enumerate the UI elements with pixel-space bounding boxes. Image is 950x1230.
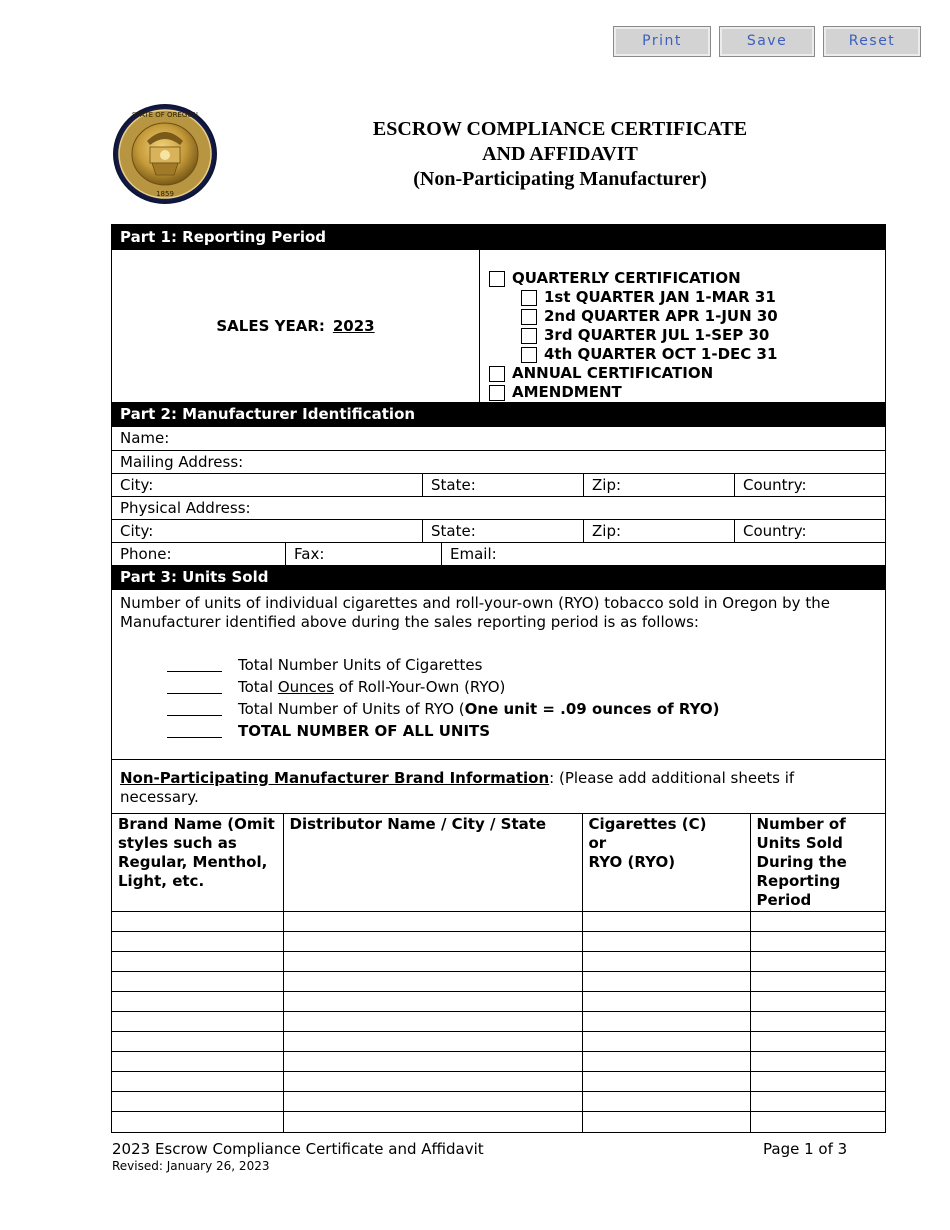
units-sold-cell[interactable]	[750, 1092, 885, 1112]
ryo-units-line	[120, 698, 877, 720]
footer-doc-title: 2023 Escrow Compliance Certificate and Affidavit	[112, 1140, 484, 1158]
ryo-ounces-input[interactable]	[167, 680, 222, 694]
svg-text:1859: 1859	[156, 190, 174, 198]
brand-table-row	[112, 972, 885, 992]
ryo-ounces-label: Total Ounces of Roll-Your-Own (RYO)	[238, 677, 506, 696]
product-type-cell[interactable]	[582, 972, 750, 992]
distributor-cell[interactable]	[283, 1032, 582, 1052]
mailing-city-field[interactable]: City:	[120, 476, 154, 494]
brand-name-header: Brand Name (Omit styles such as Regular, Menthol, Light, etc.	[112, 814, 283, 912]
brand-name-cell[interactable]	[112, 1012, 283, 1032]
brand-name-cell[interactable]	[112, 1032, 283, 1052]
units-intro: Number of units of individual cigarettes and roll-your-own (RYO) tobacco sold in Oregon by the Manufacturer identified above during the sales reporting period is as follows:	[120, 594, 830, 631]
brand-table-row	[112, 912, 885, 932]
brand-table-row	[112, 1032, 885, 1052]
brand-name-cell[interactable]	[112, 952, 283, 972]
distributor-cell[interactable]	[283, 1012, 582, 1032]
q4-label: 4th QUARTER OCT 1-DEC 31	[544, 345, 778, 363]
amendment-checkbox[interactable]	[489, 385, 505, 401]
brand-name-cell[interactable]	[112, 1052, 283, 1072]
product-type-cell[interactable]	[582, 1012, 750, 1032]
physical-address-field[interactable]: Physical Address:	[120, 499, 251, 517]
product-type-cell[interactable]	[582, 992, 750, 1012]
q4-checkbox[interactable]	[521, 347, 537, 363]
option-quarterly	[489, 269, 885, 288]
certification-options	[480, 250, 885, 402]
email-field[interactable]: Email:	[441, 543, 885, 565]
product-type-cell[interactable]	[582, 912, 750, 932]
brand-table-row	[112, 1072, 885, 1092]
brand-table-row	[112, 932, 885, 952]
brand-name-cell[interactable]	[112, 972, 283, 992]
brand-table-row	[112, 1092, 885, 1112]
ryo-ounces-line	[120, 676, 877, 698]
option-q1	[521, 288, 885, 307]
product-type-cell[interactable]	[582, 1092, 750, 1112]
total-units-label: TOTAL NUMBER OF ALL UNITS	[238, 721, 491, 740]
mailing-city-row	[112, 473, 885, 496]
footer-page-number: Page 1 of 3	[763, 1140, 848, 1158]
brand-name-cell[interactable]	[112, 1072, 283, 1092]
footer-revised: Revised: January 26, 2023	[112, 1159, 270, 1173]
physical-address-row	[112, 496, 885, 519]
product-type-cell[interactable]	[582, 952, 750, 972]
distributor-cell[interactable]	[283, 952, 582, 972]
mailing-address-row	[112, 450, 885, 473]
fax-field[interactable]: Fax:	[285, 543, 441, 565]
brand-table-row	[112, 1052, 885, 1072]
q2-checkbox[interactable]	[521, 309, 537, 325]
brand-name-cell[interactable]	[112, 1112, 283, 1132]
units-sold-cell[interactable]	[750, 912, 885, 932]
sales-year-label: SALES YEAR:	[216, 317, 325, 335]
q2-label: 2nd QUARTER APR 1-JUN 30	[544, 307, 778, 325]
physical-city-field[interactable]: City:	[120, 522, 154, 540]
phone-field[interactable]: Phone:	[120, 545, 172, 563]
product-type-cell[interactable]	[582, 1072, 750, 1092]
brand-table-row	[112, 992, 885, 1012]
physical-city-row	[112, 519, 885, 542]
physical-zip-field[interactable]: Zip:	[583, 520, 734, 542]
part2-heading: Part 2: Manufacturer Identification	[112, 402, 885, 427]
total-units-input[interactable]	[167, 724, 222, 738]
product-type-cell[interactable]	[582, 1112, 750, 1132]
name-field[interactable]: Name:	[120, 429, 170, 447]
physical-country-field[interactable]: Country:	[734, 520, 885, 542]
units-sold-cell[interactable]	[750, 1112, 885, 1132]
units-sold-cell[interactable]	[750, 952, 885, 972]
svg-text:STATE OF OREGON: STATE OF OREGON	[131, 111, 199, 119]
reset-button[interactable]: Reset	[823, 26, 921, 57]
cigarette-units-label: Total Number Units of Cigarettes	[238, 655, 483, 674]
q1-checkbox[interactable]	[521, 290, 537, 306]
brand-information-note	[112, 759, 885, 813]
distributor-cell[interactable]	[283, 1052, 582, 1072]
units-sold-cell[interactable]	[750, 1052, 885, 1072]
units-sold-cell[interactable]	[750, 1072, 885, 1092]
units-sold-cell[interactable]	[750, 1012, 885, 1032]
distributor-cell[interactable]	[283, 912, 582, 932]
brand-table-row	[112, 1112, 885, 1132]
part3-heading: Part 3: Units Sold	[112, 565, 885, 590]
contact-row	[112, 542, 885, 565]
q1-label: 1st QUARTER JAN 1-MAR 31	[544, 288, 776, 306]
mailing-country-field[interactable]: Country:	[734, 474, 885, 496]
brand-table	[112, 813, 885, 1132]
option-q2	[521, 307, 885, 326]
q3-label: 3rd QUARTER JUL 1-SEP 30	[544, 326, 770, 344]
option-amendment	[489, 383, 885, 402]
units-sold-cell[interactable]	[750, 972, 885, 992]
brand-info-title: Non-Participating Manufacturer Brand Information	[120, 769, 550, 787]
units-sold-section	[112, 590, 885, 759]
form-title	[310, 117, 810, 192]
mailing-address-field[interactable]: Mailing Address:	[120, 453, 244, 471]
annual-checkbox[interactable]	[489, 366, 505, 382]
print-button[interactable]: Print	[613, 26, 711, 57]
units-list	[120, 654, 877, 742]
total-units-line	[120, 720, 877, 742]
sales-year-value[interactable]: 2023	[332, 317, 375, 335]
brand-name-cell[interactable]	[112, 992, 283, 1012]
option-q4	[521, 345, 885, 364]
certificate-form	[111, 224, 886, 1133]
units-sold-header: Number of Units Sold During the Reporting Period	[750, 814, 885, 912]
distributor-cell[interactable]	[283, 992, 582, 1012]
name-row	[112, 427, 885, 450]
mailing-zip-field[interactable]: Zip:	[583, 474, 734, 496]
title-line-1: ESCROW COMPLIANCE CERTIFICATE	[372, 118, 748, 140]
product-type-header: Cigarettes (C) or RYO (RYO)	[582, 814, 750, 912]
physical-state-field[interactable]: State:	[422, 520, 583, 542]
units-sold-cell[interactable]	[750, 1032, 885, 1052]
quarterly-checkbox[interactable]	[489, 271, 505, 287]
q3-checkbox[interactable]	[521, 328, 537, 344]
cigarette-units-line	[120, 654, 877, 676]
units-sold-cell[interactable]	[750, 992, 885, 1012]
amendment-label: AMENDMENT	[512, 383, 622, 401]
save-button[interactable]: Save	[719, 26, 815, 57]
brand-name-cell[interactable]	[112, 912, 283, 932]
distributor-cell[interactable]	[283, 972, 582, 992]
mailing-state-field[interactable]: State:	[422, 474, 583, 496]
ryo-units-input[interactable]	[167, 702, 222, 716]
reporting-period-section	[112, 250, 885, 402]
product-type-cell[interactable]	[582, 1032, 750, 1052]
brand-name-cell[interactable]	[112, 1092, 283, 1112]
part1-heading: Part 1: Reporting Period	[112, 225, 885, 250]
brand-info-note: : (Please add additional sheets if necessary.	[120, 769, 795, 806]
product-type-cell[interactable]	[582, 1052, 750, 1072]
option-q3	[521, 326, 885, 345]
ryo-units-label: Total Number of Units of RYO (One unit = .09 ounces of RYO)	[238, 699, 720, 718]
distributor-header: Distributor Name / City / State	[283, 814, 582, 912]
brand-table-row	[112, 1012, 885, 1032]
distributor-cell[interactable]	[283, 1092, 582, 1112]
brand-table-row	[112, 952, 885, 972]
annual-label: ANNUAL CERTIFICATION	[512, 364, 714, 382]
product-type-cell[interactable]	[582, 932, 750, 952]
sales-year-cell	[112, 250, 480, 402]
distributor-cell[interactable]	[283, 1112, 582, 1132]
brand-name-cell[interactable]	[112, 932, 283, 952]
distributor-cell[interactable]	[283, 1072, 582, 1092]
quarterly-label: QUARTERLY CERTIFICATION	[512, 269, 741, 287]
option-annual	[489, 364, 885, 383]
cigarette-units-input[interactable]	[167, 658, 222, 672]
oregon-seal-icon	[112, 103, 218, 205]
title-line-2: AND AFFIDAVIT	[482, 143, 638, 165]
title-line-3: (Non-Participating Manufacturer)	[413, 168, 707, 190]
units-sold-cell[interactable]	[750, 932, 885, 952]
brand-table-header	[112, 814, 885, 912]
distributor-cell[interactable]	[283, 932, 582, 952]
